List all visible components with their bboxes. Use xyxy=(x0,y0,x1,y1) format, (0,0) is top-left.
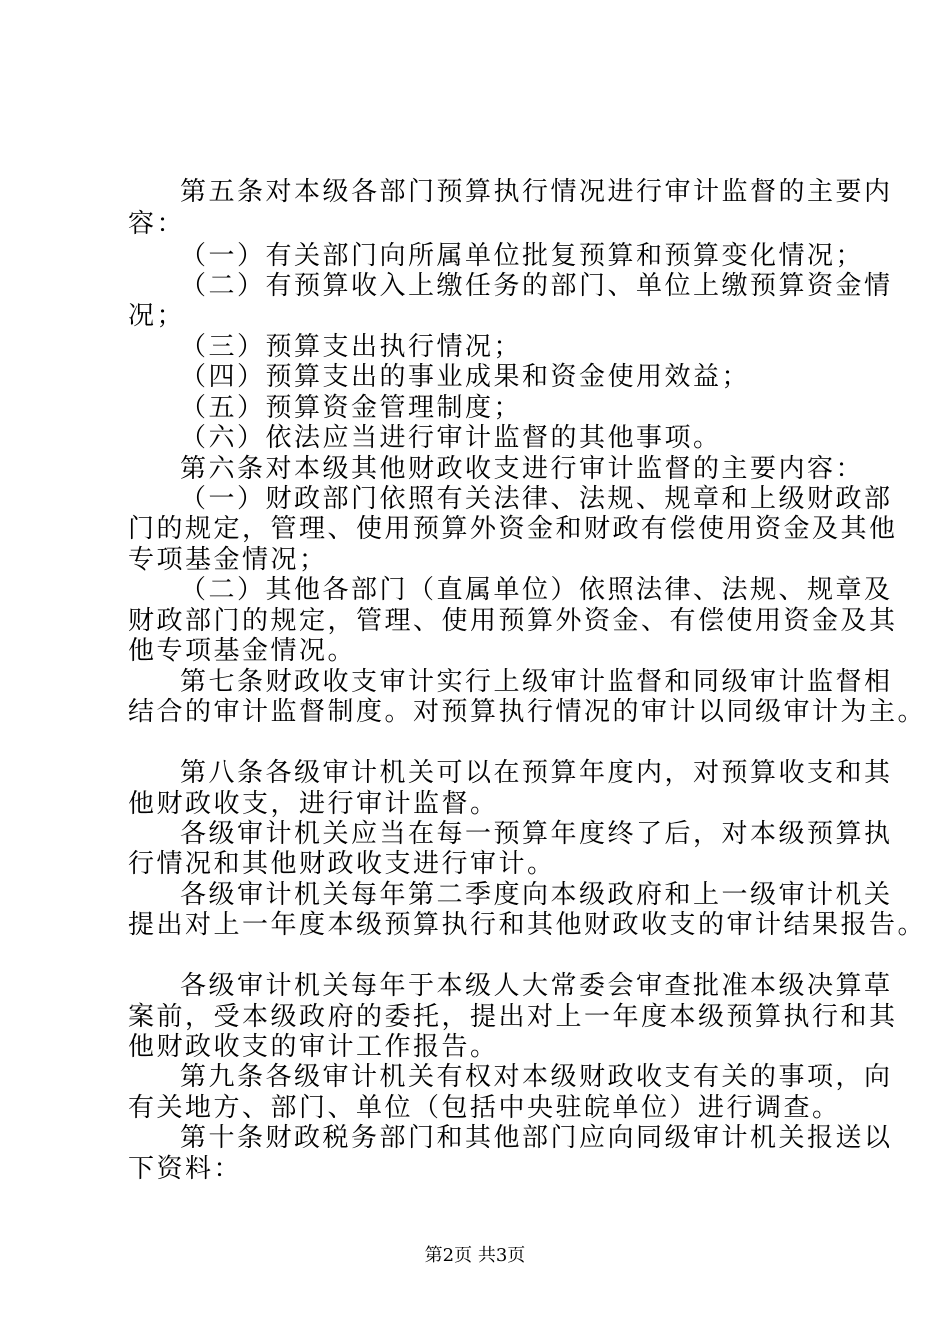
text-line: 第七条财政收支审计实行上级审计监督和同级审计监督相 xyxy=(180,667,893,697)
page-number-footer: 第2页 共3页 xyxy=(424,1245,526,1266)
text-line: 第十条财政税务部门和其他部门应向同级审计机关报送以 xyxy=(180,1123,893,1153)
text-line: 专项基金情况； xyxy=(128,545,328,575)
text-line: 第九条各级审计机关有权对本级财政收支有关的事项，向 xyxy=(180,1062,893,1092)
text-line: 案前，受本级政府的委托，提出对上一年度本级预算执行和其 xyxy=(128,1002,898,1032)
text-line: 各级审计机关每年第二季度向本级政府和上一级审计机关 xyxy=(180,880,893,910)
text-line: 下资料： xyxy=(128,1154,243,1184)
text-line: 他财政收支，进行审计监督。 xyxy=(128,789,499,819)
text-line: 容： xyxy=(128,209,186,239)
text-line: 各级审计机关应当在每一预算年度终了后，对本级预算执 xyxy=(180,819,893,849)
text-line: 有关地方、部门、单位（包括中央驻皖单位）进行调查。 xyxy=(128,1093,841,1123)
text-line: 第五条对本级各部门预算执行情况进行审计监督的主要内 xyxy=(180,177,893,207)
text-line: （四）预算支出的事业成果和资金使用效益； xyxy=(180,362,751,392)
text-line: 提出对上一年度本级预算执行和其他财政收支的审计结果报告。 xyxy=(128,910,927,940)
text-line: 第八条各级审计机关可以在预算年度内，对预算收支和其 xyxy=(180,758,893,788)
text-line: （五）预算资金管理制度； xyxy=(180,393,523,423)
text-line: （二）其他各部门（直属单位）依照法律、法规、规章及 xyxy=(180,575,893,605)
text-line: 结合的审计监督制度。对预算执行情况的审计以同级审计为主。 xyxy=(128,697,927,727)
text-line: 况； xyxy=(128,301,186,331)
text-line: （三）预算支出执行情况； xyxy=(180,332,523,362)
text-line: （六）依法应当进行审计监督的其他事项。 xyxy=(180,423,722,453)
text-line: （二）有预算收入上缴任务的部门、单位上缴预算资金情 xyxy=(180,271,893,301)
text-line: 他财政收支的审计工作报告。 xyxy=(128,1032,499,1062)
text-line: （一）财政部门依照有关法律、法规、规章和上级财政部 xyxy=(180,484,893,514)
text-line: 各级审计机关每年于本级人大常委会审查批准本级决算草 xyxy=(180,971,893,1001)
text-line: 第六条对本级其他财政收支进行审计监督的主要内容： xyxy=(180,454,865,484)
text-line: 财政部门的规定，管理、使用预算外资金、有偿使用资金及其 xyxy=(128,606,898,636)
text-line: 门的规定，管理、使用预算外资金和财政有偿使用资金及其他 xyxy=(128,514,898,544)
text-line: 行情况和其他财政收支进行审计。 xyxy=(128,849,556,879)
text-line: 他专项基金情况。 xyxy=(128,636,357,666)
text-line: （一）有关部门向所属单位批复预算和预算变化情况； xyxy=(180,241,865,271)
